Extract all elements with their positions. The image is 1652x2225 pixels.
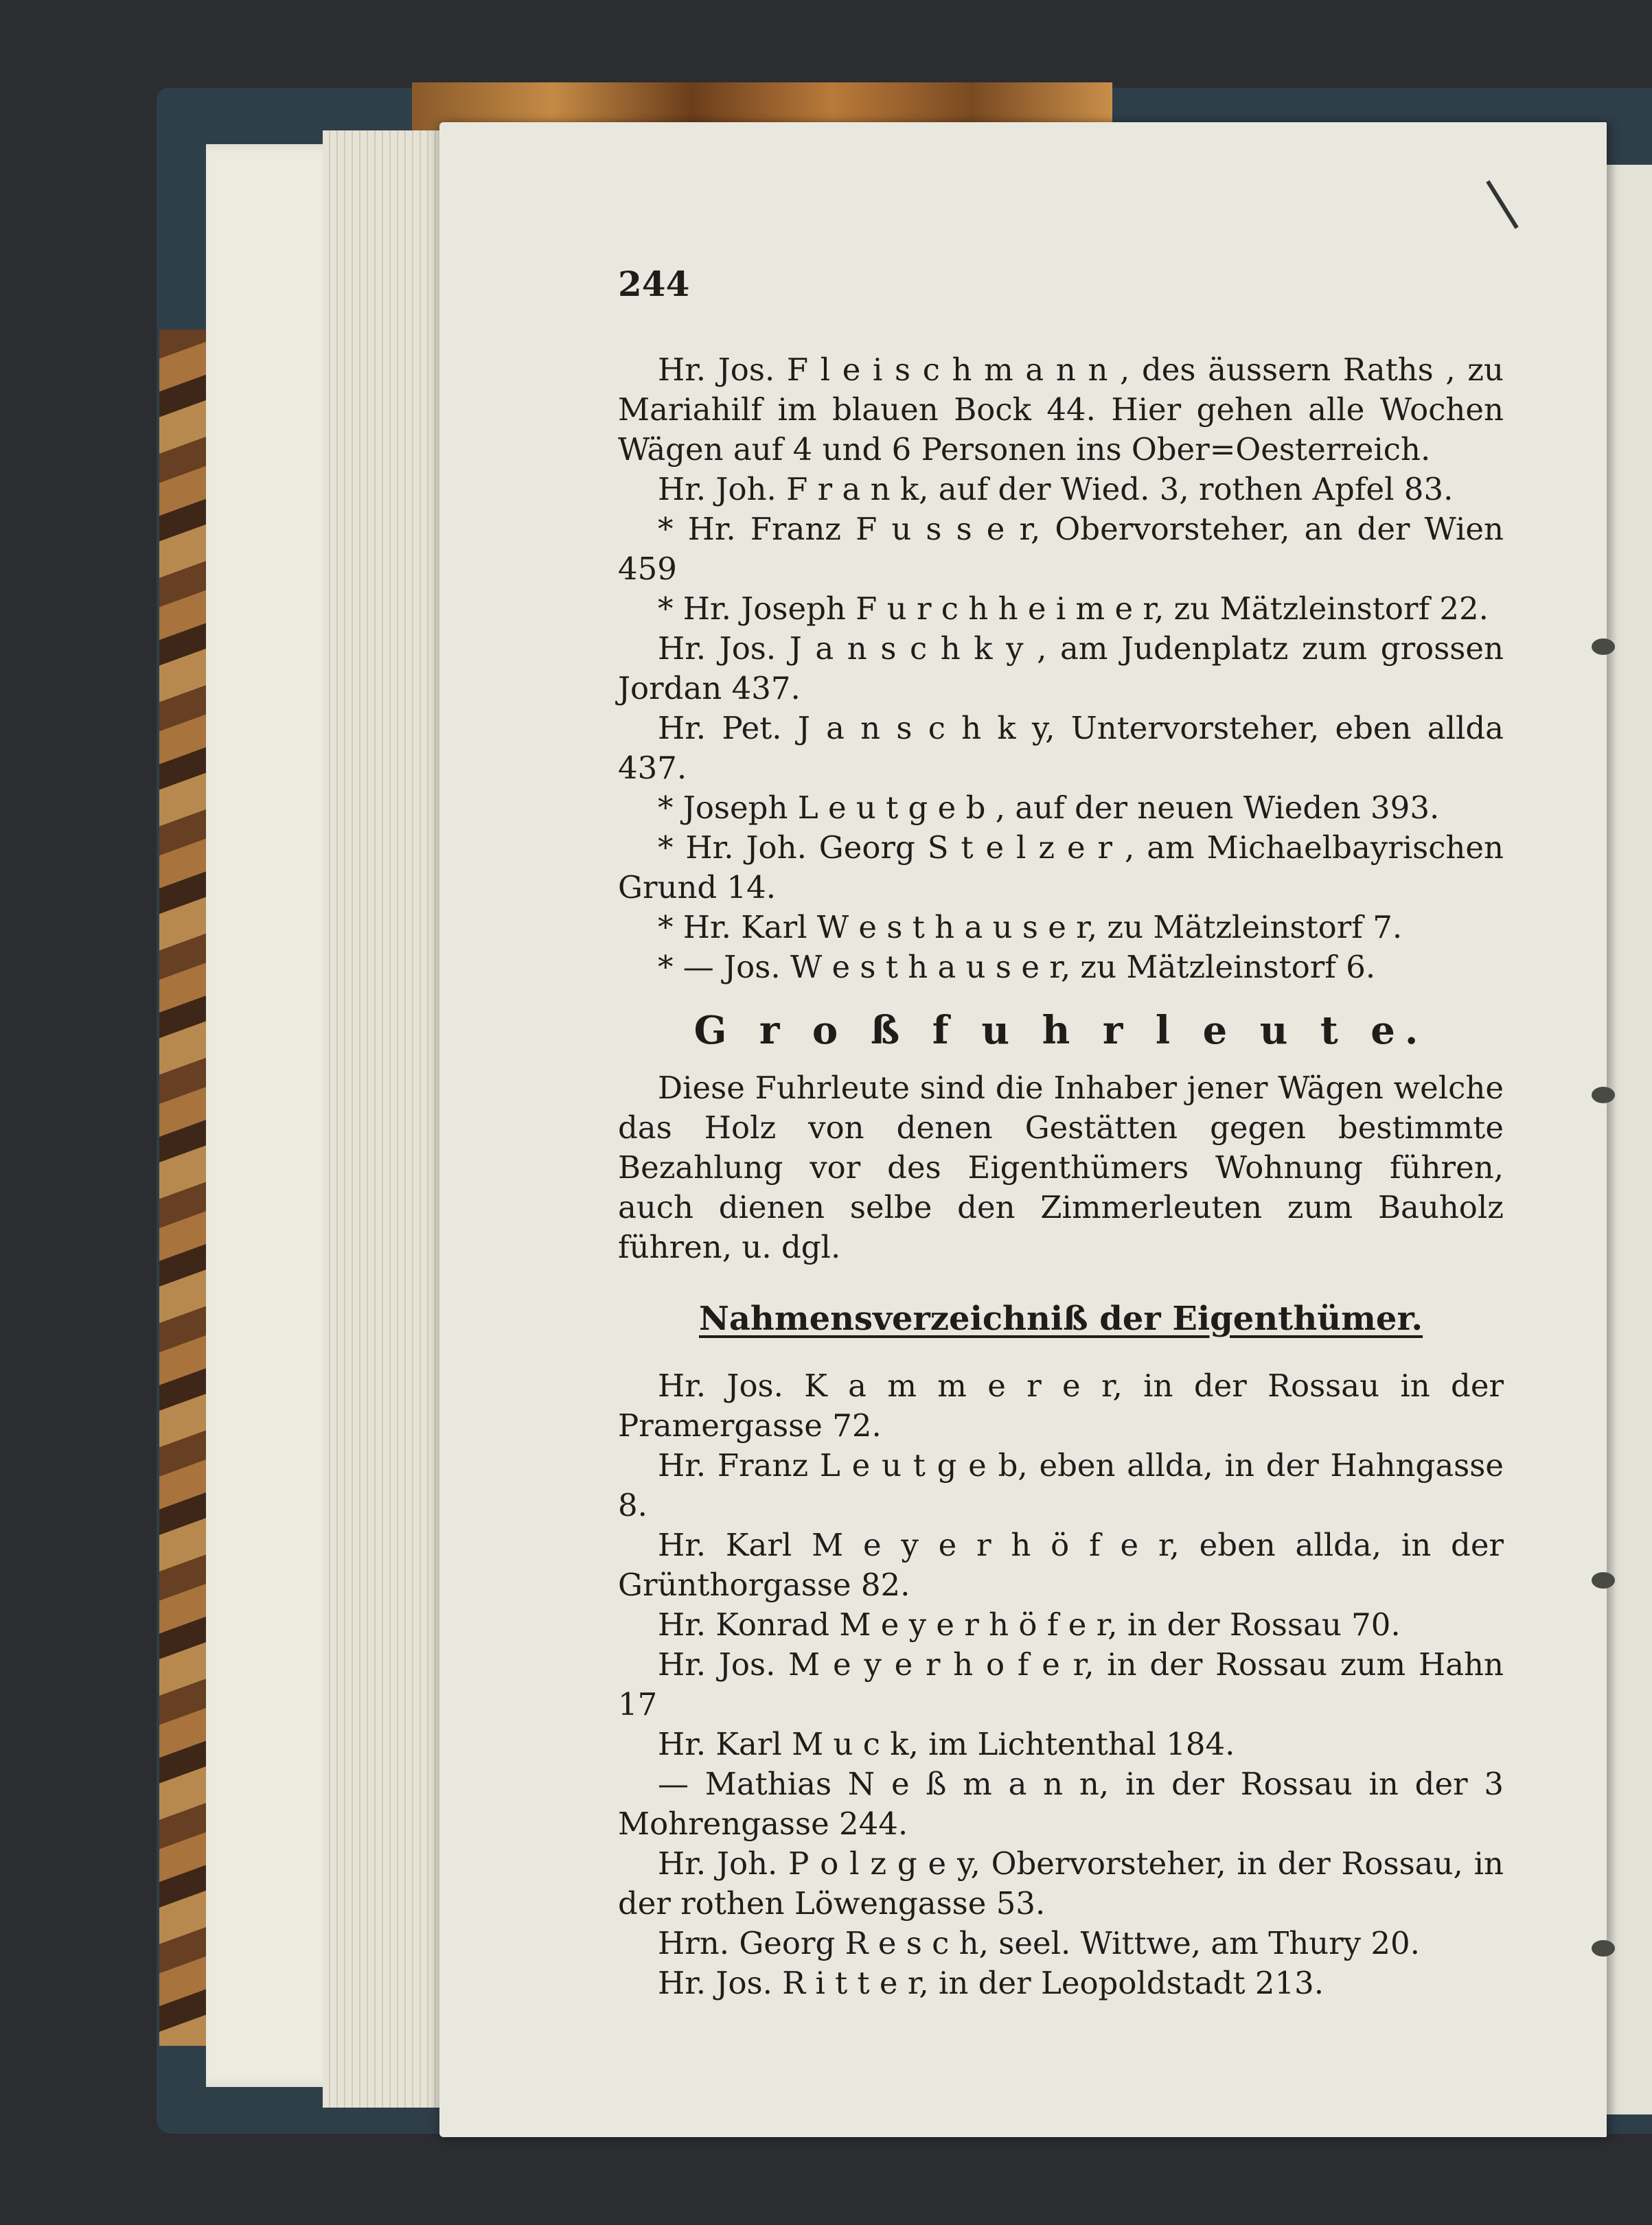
page-number: 244	[618, 264, 690, 304]
list-item: * Hr. Franz F u s s e r, Obervorsteher, an der Wien 459	[618, 511, 1504, 587]
section-heading: G r o ß f u h r l e u t e.	[693, 1008, 1428, 1053]
binding-hole	[1592, 638, 1615, 655]
list-item: — Mathias N e ß m a n n, in der Rossau in der 3 Mohrengasse 244.	[618, 1766, 1504, 1842]
page-content	[618, 261, 1504, 2003]
list-item: Hr. Jos. M e y e r h o f e r, in der Rossau zum Hahn 17	[618, 1646, 1504, 1722]
list-item: Hr. Jos. K a m m e r e r, in der Rossau in der Pramergasse 72.	[618, 1368, 1504, 1444]
entries-top	[618, 350, 1504, 987]
list-item: Hr. Jos. R i t t e r, in der Leopoldstadt 213.	[658, 1965, 1324, 2001]
binding-hole	[1592, 1572, 1615, 1589]
entries-bottom	[618, 1366, 1504, 2003]
list-item: Hr. Jos. F l e i s c h m a n n , des äussern Raths , zu Mariahilf im blauen Bock 44. Hier gehen alle Wochen Wägen auf 4 und 6 Personen ins Ober=Oesterreich.	[618, 351, 1504, 468]
list-item: Hr. Joh. P o l z g e y, Obervorsteher, in der Rossau, in der rothen Löwengasse 53.	[618, 1845, 1504, 1922]
list-item: * Joseph L e u t g e b , auf der neuen Wieden 393.	[658, 789, 1440, 826]
list-item: Hrn. Georg R e s c h, seel. Wittwe, am Thury 20.	[658, 1925, 1420, 1961]
list-item: * — Jos. W e s t h a u s e r, zu Mätzleinstorf 6.	[658, 949, 1376, 985]
binding-hole	[1592, 1087, 1615, 1103]
sub-heading: Nahmensverzeichniß der Eigenthümer.	[698, 1300, 1423, 1338]
list-item: Hr. Joh. F r a n k, auf der Wied. 3, rothen Apfel 83.	[658, 471, 1454, 507]
list-item: Hr. Pet. J a n s c h k y, Untervorsteher, eben allda 437.	[618, 710, 1504, 786]
list-item: Hr. Jos. J a n s c h k y , am Judenplatz zum grossen Jordan 437.	[618, 630, 1504, 706]
list-item: * Hr. Joh. Georg S t e l z e r , am Michaelbayrischen Grund 14.	[618, 829, 1504, 906]
list-item: * Hr. Karl W e s t h a u s e r, zu Mätzleinstorf 7.	[658, 909, 1403, 945]
list-item: Hr. Franz L e u t g e b, eben allda, in der Hahngasse 8.	[618, 1447, 1504, 1523]
section-paragraph: Diese Fuhrleute sind die Inhaber jener Wägen welche das Holz von denen Gestätten gegen bestimmte Bezahlung vor des Eigenthümers Wohnung führen, auch dienen selbe den Zimmerleuten zum Bauholz führen, u. dgl.	[618, 1070, 1504, 1265]
list-item: Hr. Karl M u c k, im Lichtenthal 184.	[658, 1726, 1235, 1762]
binding-hole	[1592, 1940, 1615, 1957]
list-item: Hr. Konrad M e y e r h ö f e r, in der Rossau 70.	[658, 1606, 1401, 1643]
list-item: * Hr. Joseph F u r c h h e i m e r, zu Mätzleinstorf 22.	[658, 590, 1489, 627]
list-item: Hr. Karl M e y e r h ö f e r, eben allda, in der Grünthorgasse 82.	[618, 1527, 1504, 1603]
